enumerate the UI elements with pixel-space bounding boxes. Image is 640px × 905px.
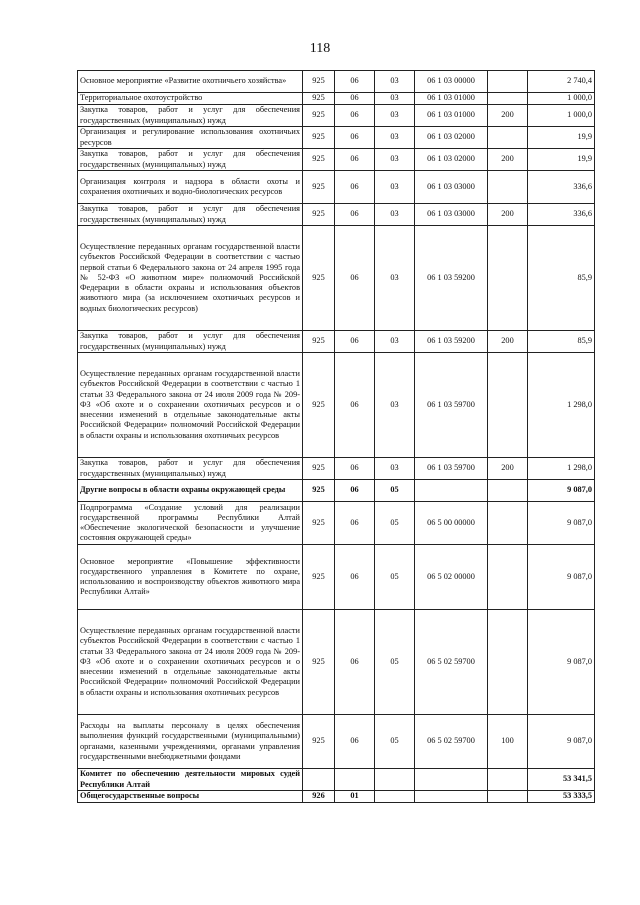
csr-cell: 06 5 02 59700 xyxy=(415,610,488,715)
table-row xyxy=(78,171,595,204)
name-cell: Организация контроля и надзора в области охоты и сохранения охотничьих и водно-биологических ресурсов xyxy=(78,171,303,204)
name-cell: Основное мероприятие «Повышение эффективности государственного управления в Комитете по охране, использованию и воспроизводству объектов животного мира Республики Алтай» xyxy=(78,545,303,610)
csr-cell: 06 1 03 59200 xyxy=(415,226,488,331)
name-cell: Закупка товаров, работ и услуг для обеспечения государственных (муниципальных) нужд xyxy=(78,204,303,226)
csr-cell: 06 1 03 59200 xyxy=(415,331,488,353)
rz-cell: 06 xyxy=(335,545,375,610)
pr-cell: 05 xyxy=(375,715,415,769)
name-cell: Другие вопросы в области охраны окружающей среды xyxy=(78,480,303,502)
table-row xyxy=(78,149,595,171)
sum-cell: 336,6 xyxy=(528,171,595,204)
gr-cell: 925 xyxy=(303,226,335,331)
csr-cell: 06 1 03 03000 xyxy=(415,204,488,226)
name-cell: Организация и регулирование использования охотничьих ресурсов xyxy=(78,127,303,149)
rz-cell: 06 xyxy=(335,105,375,127)
gr-cell: 925 xyxy=(303,93,335,105)
pr-cell: 03 xyxy=(375,71,415,93)
csr-cell xyxy=(415,791,488,803)
pr-cell: 03 xyxy=(375,127,415,149)
csr-cell: 06 1 03 59700 xyxy=(415,353,488,458)
sum-cell: 1 298,0 xyxy=(528,458,595,480)
vr-cell xyxy=(488,171,528,204)
name-cell: Закупка товаров, работ и услуг для обеспечения государственных (муниципальных) нужд xyxy=(78,331,303,353)
gr-cell: 926 xyxy=(303,791,335,803)
rz-cell: 06 xyxy=(335,610,375,715)
rz-cell: 06 xyxy=(335,226,375,331)
table-row xyxy=(78,105,595,127)
vr-cell xyxy=(488,769,528,791)
vr-cell xyxy=(488,610,528,715)
name-cell: Закупка товаров, работ и услуг для обеспечения государственных (муниципальных) нужд xyxy=(78,105,303,127)
rz-cell: 01 xyxy=(335,791,375,803)
budget-table xyxy=(77,70,595,803)
pr-cell xyxy=(375,769,415,791)
name-cell: Основное мероприятие «Развитие охотничьего хозяйства» xyxy=(78,71,303,93)
csr-cell: 06 1 03 00000 xyxy=(415,71,488,93)
name-cell: Осуществление переданных органам государственной власти субъектов Российской Федерации в соответствии с частью 1 статьи 33 Федерального закона от 24 июля 2009 года № 209-ФЗ «Об охоте и о сохранении охотничьих ресурсов и о внесении изменений в отдельные законодательные акты Российской Федерации» полномочий Российской Федерации в области охраны и использования охотничьих ресурсов xyxy=(78,353,303,458)
csr-cell: 06 5 00 00000 xyxy=(415,502,488,545)
vr-cell xyxy=(488,93,528,105)
vr-cell: 200 xyxy=(488,331,528,353)
vr-cell xyxy=(488,127,528,149)
csr-cell: 06 5 02 00000 xyxy=(415,545,488,610)
gr-cell: 925 xyxy=(303,715,335,769)
vr-cell xyxy=(488,353,528,458)
vr-cell xyxy=(488,480,528,502)
pr-cell: 03 xyxy=(375,353,415,458)
csr-cell: 06 1 03 03000 xyxy=(415,171,488,204)
sum-cell: 1 298,0 xyxy=(528,353,595,458)
csr-cell: 06 1 03 02000 xyxy=(415,149,488,171)
pr-cell: 03 xyxy=(375,331,415,353)
table-row xyxy=(78,502,595,545)
rz-cell: 06 xyxy=(335,715,375,769)
vr-cell: 200 xyxy=(488,105,528,127)
vr-cell xyxy=(488,502,528,545)
gr-cell xyxy=(303,769,335,791)
name-cell: Закупка товаров, работ и услуг для обеспечения государственных (муниципальных) нужд xyxy=(78,458,303,480)
gr-cell: 925 xyxy=(303,149,335,171)
pr-cell: 03 xyxy=(375,204,415,226)
sum-cell: 9 087,0 xyxy=(528,480,595,502)
table-row xyxy=(78,353,595,458)
rz-cell: 06 xyxy=(335,93,375,105)
gr-cell: 925 xyxy=(303,502,335,545)
rz-cell: 06 xyxy=(335,458,375,480)
pr-cell: 03 xyxy=(375,149,415,171)
pr-cell: 05 xyxy=(375,502,415,545)
table-row xyxy=(78,71,595,93)
sum-cell: 9 087,0 xyxy=(528,715,595,769)
pr-cell: 05 xyxy=(375,610,415,715)
table-row xyxy=(78,93,595,105)
pr-cell: 03 xyxy=(375,226,415,331)
csr-cell xyxy=(415,480,488,502)
pr-cell: 05 xyxy=(375,545,415,610)
rz-cell: 06 xyxy=(335,353,375,458)
rz-cell: 06 xyxy=(335,331,375,353)
vr-cell: 200 xyxy=(488,458,528,480)
gr-cell: 925 xyxy=(303,353,335,458)
name-cell: Общегосударственные вопросы xyxy=(78,791,303,803)
name-cell: Комитет по обеспечению деятельности мировых судей Республики Алтай xyxy=(78,769,303,791)
name-cell: Подпрограмма «Создание условий для реализации государственной программы Республики Алтай «Обеспечение экологической безопасности и улучшение состояния окружающей среды» xyxy=(78,502,303,545)
csr-cell: 06 1 03 59700 xyxy=(415,458,488,480)
rz-cell: 06 xyxy=(335,204,375,226)
table-row xyxy=(78,226,595,331)
sum-cell: 53 341,5 xyxy=(528,769,595,791)
pr-cell: 03 xyxy=(375,93,415,105)
name-cell: Осуществление переданных органам государственной власти субъектов Российской Федерации в соответствии с частью первой статьи 6 Федерального закона от 24 апреля 1995 года № 52-ФЗ «О животном мире» полномочий Российской Федерации в области охраны и использования объектов животного мира (за исключением охотничьих ресурсов и водных биологических ресурсов) xyxy=(78,226,303,331)
sum-cell: 85,9 xyxy=(528,226,595,331)
gr-cell: 925 xyxy=(303,127,335,149)
vr-cell xyxy=(488,226,528,331)
name-cell: Территориальное охотоустройство xyxy=(78,93,303,105)
sum-cell: 85,9 xyxy=(528,331,595,353)
vr-cell xyxy=(488,545,528,610)
pr-cell: 03 xyxy=(375,171,415,204)
table-row xyxy=(78,204,595,226)
sum-cell: 336,6 xyxy=(528,204,595,226)
gr-cell: 925 xyxy=(303,610,335,715)
table-row xyxy=(78,610,595,715)
csr-cell xyxy=(415,769,488,791)
csr-cell: 06 5 02 59700 xyxy=(415,715,488,769)
sum-cell: 9 087,0 xyxy=(528,545,595,610)
pr-cell: 03 xyxy=(375,105,415,127)
rz-cell: 06 xyxy=(335,149,375,171)
csr-cell: 06 1 03 01000 xyxy=(415,105,488,127)
csr-cell: 06 1 03 02000 xyxy=(415,127,488,149)
page-number: 118 xyxy=(309,41,331,56)
sum-cell: 53 333,5 xyxy=(528,791,595,803)
table-row xyxy=(78,127,595,149)
name-cell: Расходы на выплаты персоналу в целях обеспечения выполнения функций государственными (муниципальными) органами, казенными учреждениями, органами управления государственными внебюджетными фондами xyxy=(78,715,303,769)
sum-cell: 2 740,4 xyxy=(528,71,595,93)
rz-cell: 06 xyxy=(335,127,375,149)
gr-cell: 925 xyxy=(303,331,335,353)
rz-cell: 06 xyxy=(335,171,375,204)
rz-cell: 06 xyxy=(335,480,375,502)
sum-cell: 1 000,0 xyxy=(528,93,595,105)
sum-cell: 19,9 xyxy=(528,127,595,149)
budget-table-body xyxy=(78,71,595,803)
sum-cell: 1 000,0 xyxy=(528,105,595,127)
pr-cell xyxy=(375,791,415,803)
pr-cell: 03 xyxy=(375,458,415,480)
vr-cell: 200 xyxy=(488,149,528,171)
sum-cell: 9 087,0 xyxy=(528,502,595,545)
vr-cell: 200 xyxy=(488,204,528,226)
table-row xyxy=(78,769,595,791)
gr-cell: 925 xyxy=(303,171,335,204)
vr-cell: 100 xyxy=(488,715,528,769)
rz-cell: 06 xyxy=(335,502,375,545)
gr-cell: 925 xyxy=(303,204,335,226)
name-cell: Осуществление переданных органам государственной власти субъектов Российской Федерации в соответствии с частью 1 статьи 33 Федерального закона от 24 июля 2009 года № 209-ФЗ «Об охоте и о сохранении охотничьих ресурсов и о внесении изменений в отдельные законодательные акты Российской Федерации» полномочий Российской Федерации в области охраны и использования охотничьих ресурсов xyxy=(78,610,303,715)
rz-cell xyxy=(335,769,375,791)
sum-cell: 9 087,0 xyxy=(528,610,595,715)
name-cell: Закупка товаров, работ и услуг для обеспечения государственных (муниципальных) нужд xyxy=(78,149,303,171)
gr-cell: 925 xyxy=(303,458,335,480)
gr-cell: 925 xyxy=(303,105,335,127)
sum-cell: 19,9 xyxy=(528,149,595,171)
vr-cell xyxy=(488,71,528,93)
csr-cell: 06 1 03 01000 xyxy=(415,93,488,105)
table-row xyxy=(78,791,595,803)
gr-cell: 925 xyxy=(303,480,335,502)
vr-cell xyxy=(488,791,528,803)
table-row xyxy=(78,480,595,502)
pr-cell: 05 xyxy=(375,480,415,502)
table-row xyxy=(78,715,595,769)
gr-cell: 925 xyxy=(303,545,335,610)
table-row xyxy=(78,545,595,610)
table-row xyxy=(78,331,595,353)
table-row xyxy=(78,458,595,480)
rz-cell: 06 xyxy=(335,71,375,93)
gr-cell: 925 xyxy=(303,71,335,93)
